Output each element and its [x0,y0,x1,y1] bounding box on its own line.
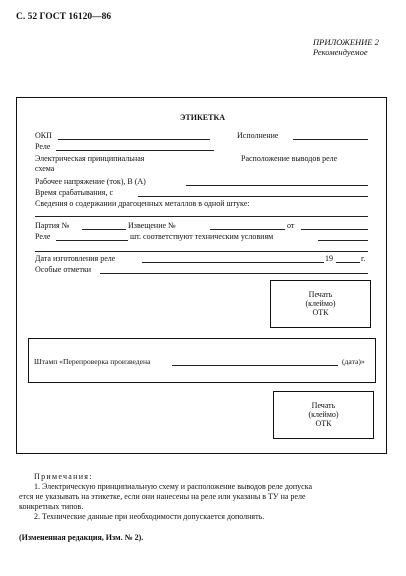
okp-field[interactable] [58,139,210,140]
special-marks-field[interactable] [100,273,368,274]
operating-voltage-field[interactable] [186,185,368,186]
precious-metals-label: Сведения о содержании драгоценных металлов в одной штуке: [35,199,250,208]
version-label: Исполнение [237,131,279,140]
relay-label: Реле [35,142,51,151]
year-prefix: 19 [325,254,333,263]
batch-field[interactable] [82,229,126,230]
schematic-label: Электрическая принципиальная [35,154,145,163]
page-reference: С. 52 ГОСТ 16120—86 [16,12,112,22]
batch-label: Партия № [35,221,70,230]
conformity-label: шт. соответствуют техническим условиям [130,232,274,241]
notice-label: Извещение № [128,221,176,230]
year-suffix: г. [361,254,366,263]
stamp-bottom-line3: ОТК [315,419,332,428]
precious-metals-field[interactable] [35,216,368,217]
relay-qty-field[interactable] [56,240,128,241]
recheck-field[interactable] [172,365,338,366]
stamp-top-line3: ОТК [312,308,329,317]
okp-label: ОКП [35,131,52,140]
appendix-title: ПРИЛОЖЕНИЕ 2 [313,37,379,47]
note-1-line-1: 1. Электрическую принципиальную схему и расположение выводов реле допуска [34,482,313,491]
schematic-label-cont: схема [35,164,55,173]
version-field[interactable] [293,139,368,140]
from-label: от [287,221,295,230]
stamp-bottom-line1: Печать [311,401,336,410]
note-1-line-3: конкретных типов. [19,502,84,511]
pin-layout-label: Расположение выводов реле [241,154,338,163]
notice-field[interactable] [210,229,285,230]
stamp-top-line2: (клеймо) [305,299,336,308]
note-2: 2. Технические данные при необходимости допускается дополнять. [34,512,265,521]
recheck-date-label: (дата)» [342,357,365,366]
mfg-date-field[interactable] [142,262,324,263]
year-field[interactable] [336,262,360,263]
label-title: ЭТИКЕТКА [180,113,226,122]
relay2-label: Реле [35,232,51,241]
notes-title: Примечания: [34,472,93,481]
operate-time-field[interactable] [138,196,368,197]
conformity-field-cont[interactable] [35,251,368,252]
amendment-note: (Измененная редакция, Изм. № 2). [19,533,144,542]
special-marks-label: Особые отметки [35,265,91,274]
recheck-label: Штамп «Перепроверка произведена [34,357,151,366]
stamp-top-line1: Печать [308,290,333,299]
note-1-line-2: ется не указывать на этикетке, если они нанесены на реле или указаны в ТУ на реле [19,492,306,501]
from-field[interactable] [301,229,368,230]
mfg-date-label: Дата изготовления реле [35,254,116,263]
conformity-field[interactable] [318,240,368,241]
stamp-bottom-line2: (клеймо) [308,410,339,419]
relay-field[interactable] [56,150,214,151]
operate-time-label: Время срабатывания, с [35,188,114,197]
appendix-status: Рекомендуемое [313,47,368,57]
operating-voltage-label: Рабочее напряжение (ток), В (А) [35,177,146,186]
